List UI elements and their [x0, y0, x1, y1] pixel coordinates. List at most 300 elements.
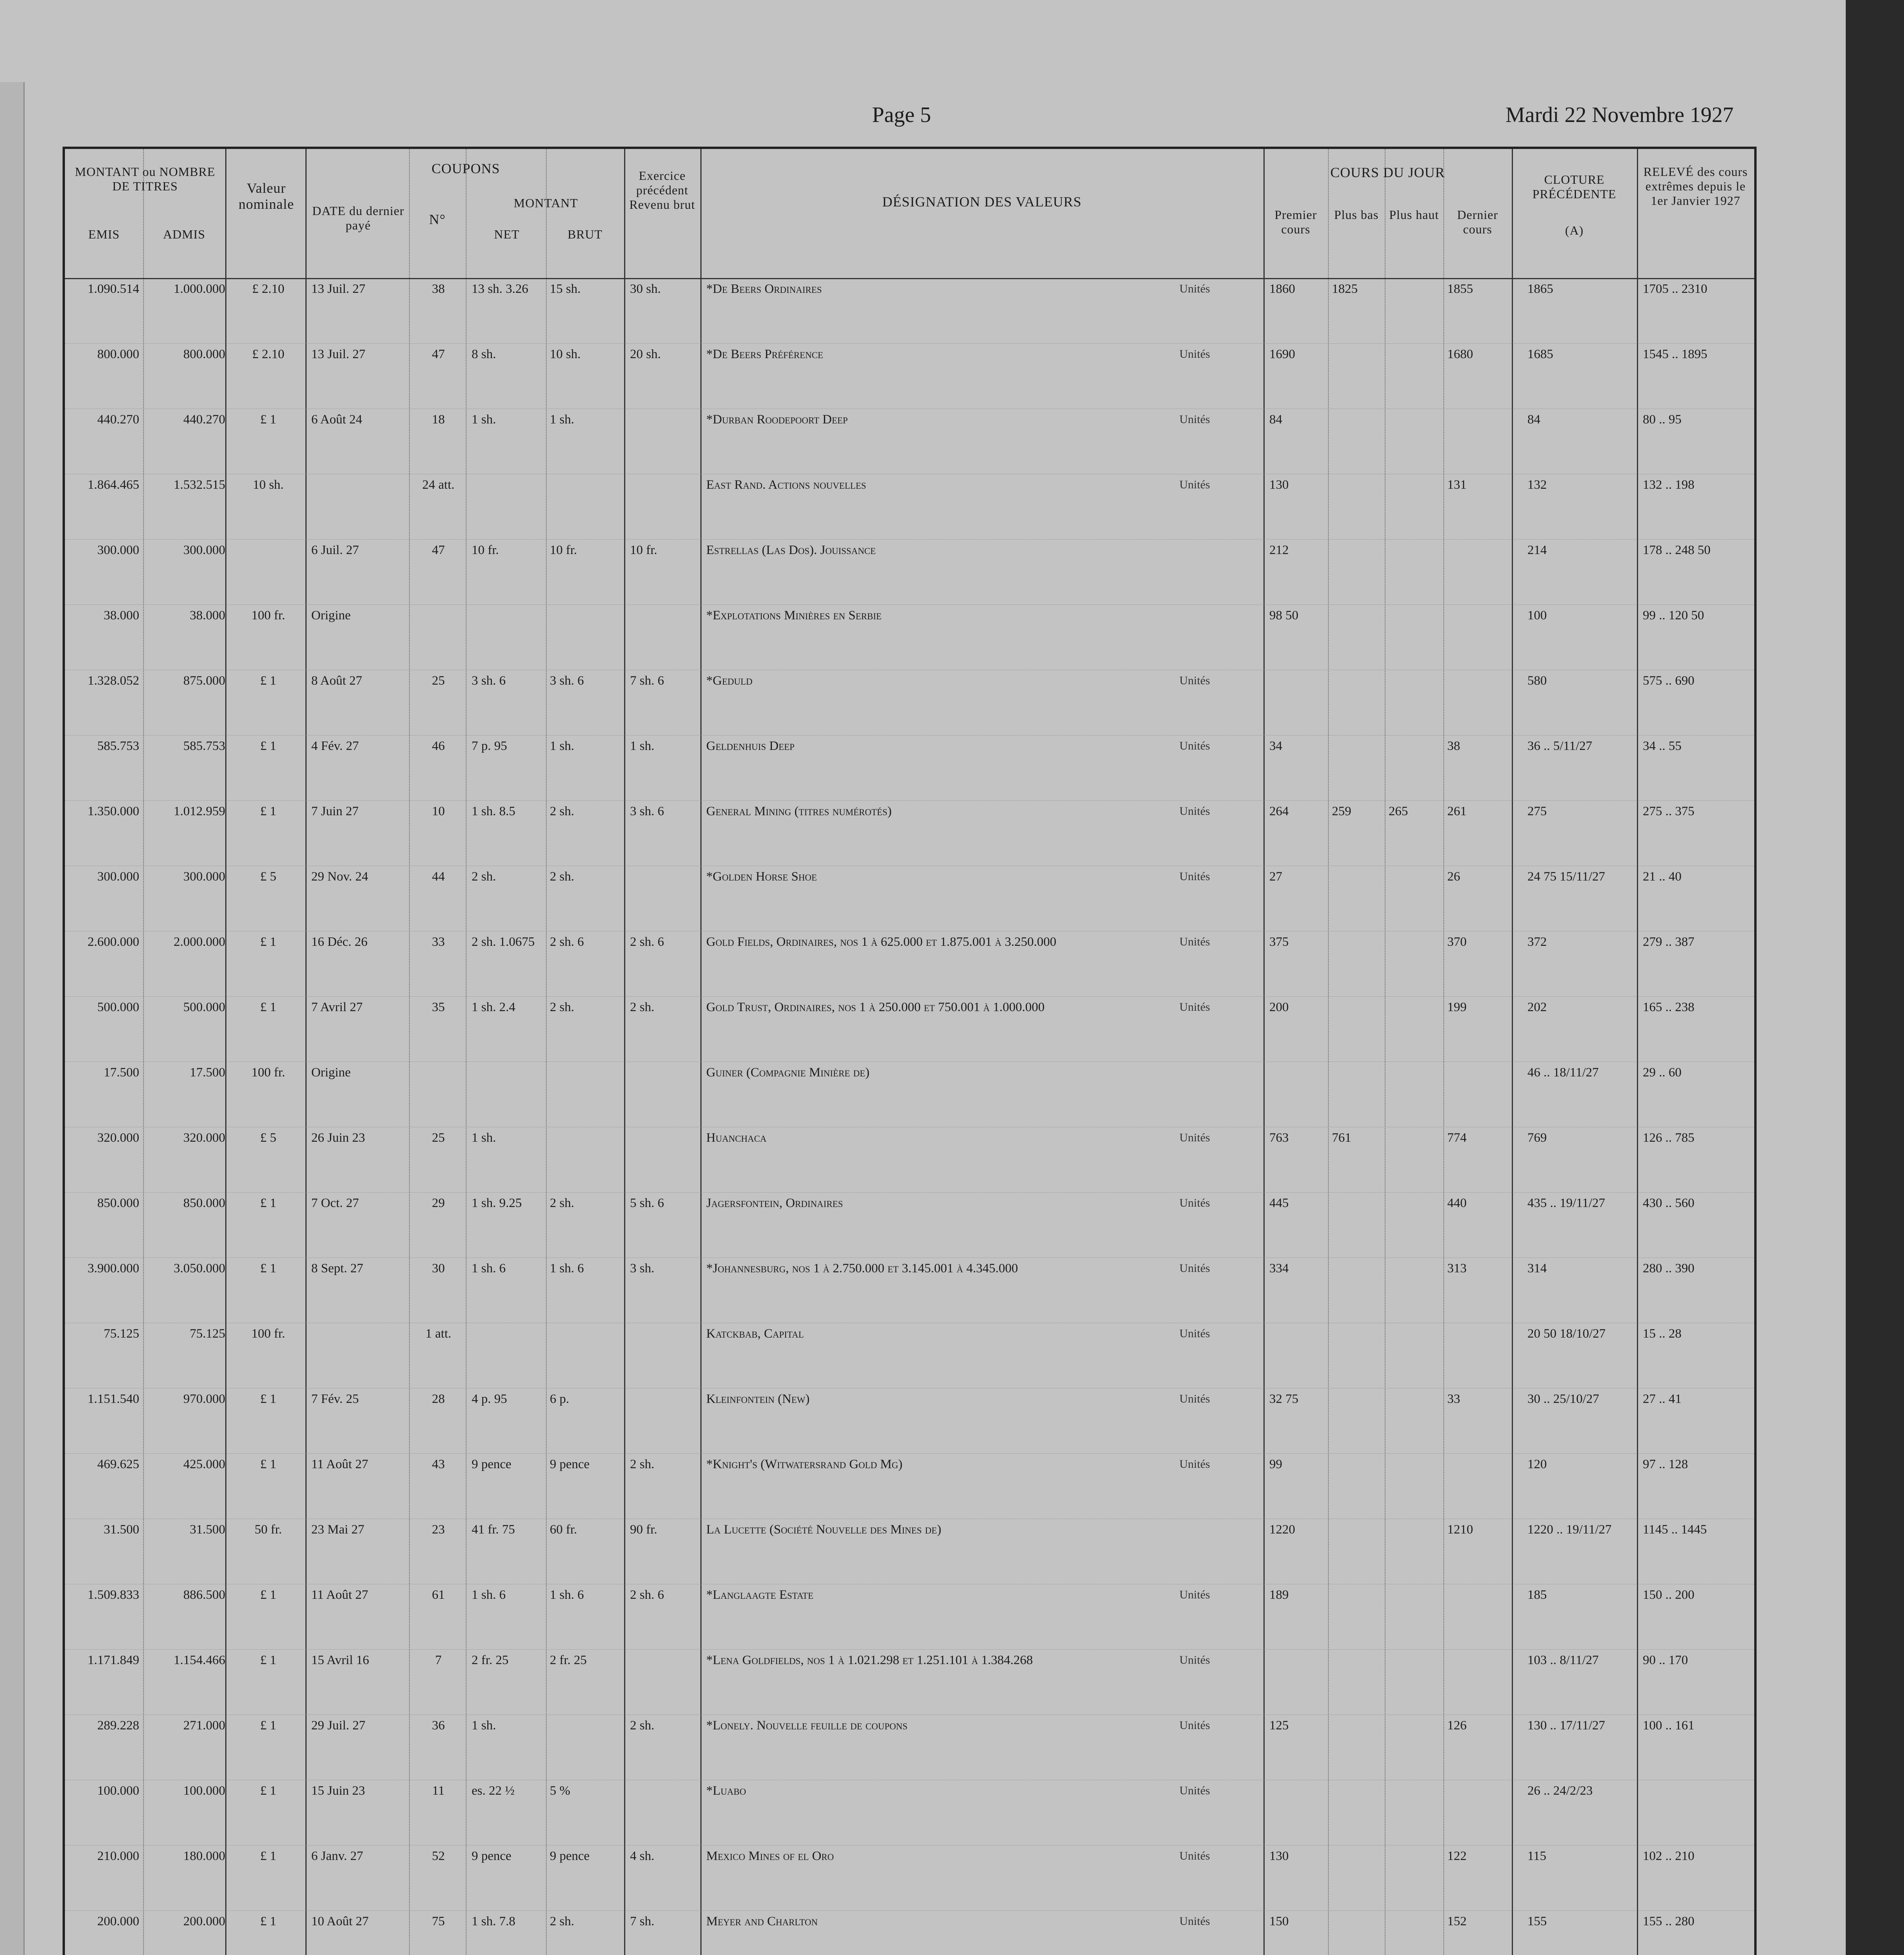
coupon-number-cell: 47 — [432, 543, 445, 557]
emis-cell: 1.864.465 — [88, 478, 139, 492]
admis-cell: 970.000 — [183, 1392, 225, 1406]
emis-cell: 2.600.000 — [88, 935, 139, 949]
nominal-cell: £ 1 — [260, 1196, 276, 1210]
header-numero: N° — [429, 212, 446, 227]
designation-cell: Gold Trust, Ordinaires, nos 1 à 250.000 et 750.001 à 1.000.000 — [706, 1000, 1045, 1014]
emis-cell: 100.000 — [97, 1784, 139, 1798]
coupon-brut-cell: 2 fr. 25 — [550, 1653, 587, 1667]
premier-cours-cell: 150 — [1269, 1914, 1289, 1928]
units-cell: Unités — [1179, 1588, 1210, 1601]
revenu-brut-cell: 7 sh. — [630, 1914, 655, 1928]
releve-cell: 80 .. 95 — [1643, 413, 1681, 427]
releve-cell: 97 .. 128 — [1643, 1457, 1688, 1471]
units-cell: Unités — [1179, 478, 1210, 491]
plus-bas-cell: 259 — [1332, 804, 1351, 818]
coupon-brut-cell: 2 sh. — [550, 1914, 574, 1928]
table-row — [65, 800, 1754, 866]
table-row — [65, 1845, 1754, 1911]
emis-cell: 3.900.000 — [88, 1261, 139, 1275]
emis-cell: 200.000 — [97, 1914, 139, 1928]
coupon-number-cell: 7 — [435, 1653, 442, 1667]
admis-cell: 300.000 — [183, 543, 225, 557]
revenu-brut-cell: 2 sh. 6 — [630, 935, 664, 949]
admis-cell: 320.000 — [183, 1131, 225, 1145]
coupon-date-cell: 15 Avril 16 — [311, 1653, 369, 1667]
coupon-number-cell: 25 — [432, 674, 445, 688]
revenu-brut-cell: 2 sh. 6 — [630, 1588, 664, 1602]
coupon-date-cell: 15 Juin 23 — [311, 1784, 365, 1798]
units-cell: Unités — [1179, 739, 1210, 752]
coupon-number-cell: 30 — [432, 1261, 445, 1275]
coupon-number-cell: 18 — [432, 413, 445, 427]
units-cell: Unités — [1179, 1327, 1210, 1340]
premier-cours-cell: 445 — [1269, 1196, 1289, 1210]
premier-cours-cell: 1860 — [1269, 282, 1295, 296]
header-designation: DÉSIGNATION DES VALEURS — [882, 194, 1082, 210]
units-cell: Unités — [1179, 413, 1210, 426]
releve-cell: 34 .. 55 — [1643, 739, 1681, 753]
releve-cell: 430 .. 560 — [1643, 1196, 1694, 1210]
premier-cours-cell: 125 — [1269, 1718, 1289, 1733]
nominal-cell: £ 1 — [260, 1914, 276, 1928]
page-number: Page 5 — [872, 103, 931, 127]
coupon-brut-cell: 1 sh. — [550, 739, 574, 753]
coupon-number-cell: 33 — [432, 935, 445, 949]
designation-cell: *De Beers Ordinaires — [706, 282, 822, 296]
premier-cours-cell: 34 — [1269, 739, 1282, 753]
cloture-cell: 46 .. 18/11/27 — [1527, 1065, 1599, 1080]
dernier-cours-cell: 440 — [1447, 1196, 1467, 1210]
admis-cell: 75.125 — [190, 1327, 225, 1341]
releve-cell: 279 .. 387 — [1643, 935, 1694, 949]
dernier-cours-cell: 131 — [1447, 478, 1467, 492]
coupon-date-cell: 7 Fév. 25 — [311, 1392, 359, 1406]
coupon-number-cell: 43 — [432, 1457, 445, 1471]
coupon-net-cell: 4 p. 95 — [472, 1392, 507, 1406]
coupon-date-cell: Origine — [311, 608, 351, 622]
coupon-net-cell: 1 sh. 8.5 — [472, 804, 515, 818]
units-cell: Unités — [1179, 1654, 1210, 1666]
coupon-net-cell: 2 sh. 1.0675 — [472, 935, 535, 949]
premier-cours-cell: 200 — [1269, 1000, 1289, 1014]
coupon-number-cell: 36 — [432, 1718, 445, 1733]
dernier-cours-cell: 122 — [1447, 1849, 1467, 1863]
revenu-brut-cell: 2 sh. — [630, 1000, 655, 1014]
units-cell: Unités — [1179, 1458, 1210, 1471]
admis-cell: 2.000.000 — [174, 935, 225, 949]
cloture-cell: 769 — [1527, 1131, 1547, 1145]
revenu-brut-cell: 2 sh. — [630, 1718, 655, 1733]
header-dernier-cours: Dernier cours — [1457, 208, 1498, 236]
admis-cell: 585.753 — [183, 739, 225, 753]
coupon-brut-cell: 5 % — [550, 1784, 571, 1798]
dernier-cours-cell: 261 — [1447, 804, 1467, 818]
coupon-number-cell: 1 att. — [425, 1327, 451, 1341]
releve-cell: 155 .. 280 — [1643, 1914, 1694, 1928]
coupon-net-cell: 1 sh. — [472, 1718, 496, 1733]
designation-cell: Meyer and Charlton — [706, 1914, 818, 1928]
cloture-cell: 103 .. 8/11/27 — [1527, 1653, 1599, 1667]
units-cell: Unités — [1179, 870, 1210, 883]
revenu-brut-cell: 10 fr. — [630, 543, 657, 557]
coupon-number-cell: 23 — [432, 1523, 445, 1537]
emis-cell: 210.000 — [97, 1849, 139, 1863]
coupon-date-cell: 16 Déc. 26 — [311, 935, 368, 949]
table-row — [65, 1584, 1754, 1650]
coupon-brut-cell: 9 pence — [550, 1849, 590, 1863]
coupon-date-cell: 13 Juil. 27 — [311, 282, 366, 296]
table-row — [65, 1388, 1754, 1454]
admis-cell: 180.000 — [183, 1849, 225, 1863]
header-cloture-a: (A) — [1565, 223, 1584, 237]
dernier-cours-cell: 774 — [1447, 1131, 1467, 1145]
releve-cell: 100 .. 161 — [1643, 1718, 1694, 1733]
coupon-net-cell: 1 sh. 7.8 — [472, 1914, 515, 1928]
designation-cell: Estrellas (Las Dos). Jouissance — [706, 543, 876, 557]
emis-cell: 31.500 — [104, 1523, 139, 1537]
revenu-brut-cell: 3 sh. — [630, 1261, 655, 1275]
emis-cell: 440.270 — [97, 413, 139, 427]
admis-cell: 1.012.959 — [174, 804, 225, 818]
designation-cell: Geldenhuis Deep — [706, 739, 795, 753]
emis-cell: 300.000 — [97, 543, 139, 557]
cloture-cell: 314 — [1527, 1261, 1547, 1275]
table-row — [65, 866, 1754, 931]
coupon-brut-cell: 2 sh. 6 — [550, 935, 584, 949]
coupon-number-cell: 75 — [432, 1914, 445, 1928]
nominal-cell: 100 fr. — [251, 1065, 285, 1080]
premier-cours-cell: 264 — [1269, 804, 1289, 818]
table-row — [65, 604, 1754, 670]
releve-cell: 132 .. 198 — [1643, 478, 1694, 492]
header-montant: MONTANT ou NOMBRE DE TITRES — [75, 165, 215, 193]
table-row — [65, 539, 1754, 605]
coupon-net-cell: 7 p. 95 — [472, 739, 507, 753]
coupon-date-cell: 4 Fév. 27 — [311, 739, 359, 753]
releve-cell: 275 .. 375 — [1643, 804, 1694, 818]
nominal-cell: £ 1 — [260, 1653, 276, 1667]
quotation-table — [63, 147, 1757, 1955]
admis-cell: 200.000 — [183, 1914, 225, 1928]
dernier-cours-cell: 26 — [1447, 870, 1460, 884]
units-cell: Unités — [1179, 805, 1210, 818]
nominal-cell: 10 sh. — [253, 478, 284, 492]
table-row — [65, 1127, 1754, 1193]
premier-cours-cell: 189 — [1269, 1588, 1289, 1602]
dernier-cours-cell: 370 — [1447, 935, 1467, 949]
nominal-cell: £ 1 — [260, 804, 276, 818]
cloture-cell: 435 .. 19/11/27 — [1527, 1196, 1605, 1210]
admis-cell: 271.000 — [183, 1718, 225, 1733]
coupon-net-cell: 1 sh. — [472, 1131, 496, 1145]
units-cell: Unités — [1179, 1131, 1210, 1144]
releve-cell: 21 .. 40 — [1643, 870, 1681, 884]
nominal-cell: £ 1 — [260, 935, 276, 949]
cloture-cell: 372 — [1527, 935, 1547, 949]
releve-cell: 90 .. 170 — [1643, 1653, 1688, 1667]
nominal-cell: 50 fr. — [255, 1523, 282, 1537]
table-row — [65, 1192, 1754, 1258]
designation-cell: East Rand. Actions nouvelles — [706, 478, 866, 492]
coupon-net-cell: 10 fr. — [472, 543, 499, 557]
coupon-net-cell: 9 pence — [472, 1849, 511, 1863]
designation-cell: *Lonely. Nouvelle feuille de coupons — [706, 1718, 908, 1733]
header-net: NET — [494, 227, 520, 241]
cloture-cell: 84 — [1527, 413, 1540, 427]
header-cours-du-jour: COURS DU JOUR — [1330, 165, 1445, 180]
cloture-cell: 120 — [1527, 1457, 1547, 1471]
coupon-net-cell: 8 sh. — [472, 347, 496, 361]
emis-cell: 300.000 — [97, 870, 139, 884]
coupon-date-cell: 26 Juin 23 — [311, 1131, 365, 1145]
admis-cell: 17.500 — [190, 1065, 225, 1080]
cloture-cell: 26 .. 24/2/23 — [1527, 1784, 1593, 1798]
premier-cours-cell: 27 — [1269, 870, 1282, 884]
cloture-cell: 30 .. 25/10/27 — [1527, 1392, 1599, 1406]
coupon-number-cell: 25 — [432, 1131, 445, 1145]
coupon-net-cell: es. 22 ½ — [472, 1784, 515, 1798]
table-row — [65, 1257, 1754, 1323]
header-valeur-nominale: Valeur nominale — [239, 180, 294, 212]
header-emis: EMIS — [88, 227, 120, 241]
premier-cours-cell: 99 — [1269, 1457, 1282, 1471]
designation-cell: *Geduld — [706, 674, 753, 688]
coupon-number-cell: 61 — [432, 1588, 445, 1602]
admis-cell: 875.000 — [183, 674, 225, 688]
coupon-net-cell: 1 sh. 9.25 — [472, 1196, 522, 1210]
coupon-net-cell: 1 sh. 2.4 — [472, 1000, 515, 1014]
plus-bas-cell: 761 — [1332, 1131, 1351, 1145]
coupon-brut-cell: 1 sh. 6 — [550, 1588, 584, 1602]
coupon-brut-cell: 9 pence — [550, 1457, 590, 1471]
designation-cell: Mexico Mines of el Oro — [706, 1849, 834, 1863]
coupon-net-cell: 13 sh. 3.26 — [472, 282, 528, 296]
cloture-cell: 275 — [1527, 804, 1547, 818]
header-exercice: Exercice précédent Revenu brut — [629, 169, 695, 212]
cloture-cell: 100 — [1527, 608, 1547, 622]
coupon-brut-cell: 10 fr. — [550, 543, 577, 557]
table-row — [65, 1649, 1754, 1715]
table-row — [65, 1519, 1754, 1584]
dernier-cours-cell: 1210 — [1447, 1523, 1473, 1537]
cloture-cell: 1220 .. 19/11/27 — [1527, 1523, 1612, 1537]
premier-cours-cell: 84 — [1269, 413, 1282, 427]
cloture-cell: 155 — [1527, 1914, 1547, 1928]
designation-cell: Huanchaca — [706, 1131, 767, 1145]
revenu-brut-cell: 4 sh. — [630, 1849, 655, 1863]
plus-haut-cell: 265 — [1389, 804, 1408, 818]
coupon-brut-cell: 6 p. — [550, 1392, 569, 1406]
cloture-cell: 130 .. 17/11/27 — [1527, 1718, 1605, 1733]
admis-cell: 425.000 — [183, 1457, 225, 1471]
designation-cell: *Johannesburg, nos 1 à 2.750.000 et 3.145.001 à 4.345.000 — [706, 1261, 1018, 1275]
coupon-number-cell: 38 — [432, 282, 445, 296]
nominal-cell: £ 1 — [260, 1718, 276, 1733]
emis-cell: 1.328.052 — [88, 674, 139, 688]
admis-cell: 31.500 — [190, 1523, 225, 1537]
releve-cell: 150 .. 200 — [1643, 1588, 1694, 1602]
dernier-cours-cell: 199 — [1447, 1000, 1467, 1014]
coupon-brut-cell: 3 sh. 6 — [550, 674, 584, 688]
coupon-number-cell: 46 — [432, 739, 445, 753]
releve-cell: 126 .. 785 — [1643, 1131, 1694, 1145]
nominal-cell: £ 2.10 — [252, 282, 285, 296]
premier-cours-cell: 130 — [1269, 478, 1289, 492]
designation-cell: La Lucette (Société Nouvelle des Mines de) — [706, 1523, 942, 1537]
admis-cell: 850.000 — [183, 1196, 225, 1210]
emis-cell: 1.090.514 — [88, 282, 139, 296]
units-cell: Unités — [1179, 1262, 1210, 1275]
cloture-cell: 132 — [1527, 478, 1547, 492]
dernier-cours-cell: 313 — [1447, 1261, 1467, 1275]
emis-cell: 500.000 — [97, 1000, 139, 1014]
designation-cell: *Golden Horse Shoe — [706, 870, 817, 884]
admis-cell: 1.000.000 — [174, 282, 225, 296]
table-row — [65, 278, 1754, 344]
coupon-date-cell: 7 Juin 27 — [311, 804, 359, 818]
header-cloture: CLOTURE PRÉCÉDENTE — [1532, 172, 1617, 201]
revenu-brut-cell: 20 sh. — [630, 347, 661, 361]
nominal-cell: £ 1 — [260, 1392, 276, 1406]
coupon-number-cell: 29 — [432, 1196, 445, 1210]
coupon-date-cell: 11 Août 27 — [311, 1457, 368, 1471]
designation-cell: General Mining (titres numérotés) — [706, 804, 892, 818]
designation-cell: Kleinfontein (New) — [706, 1392, 810, 1406]
units-cell: Unités — [1179, 1196, 1210, 1209]
revenu-brut-cell: 7 sh. 6 — [630, 674, 664, 688]
cloture-cell: 185 — [1527, 1588, 1547, 1602]
admis-cell: 1.154.466 — [174, 1653, 225, 1667]
header-montant-coupon: MONTANT — [513, 196, 578, 210]
coupon-brut-cell: 10 sh. — [550, 347, 581, 361]
premier-cours-cell: 130 — [1269, 1849, 1289, 1863]
releve-cell: 1545 .. 1895 — [1643, 347, 1707, 361]
units-cell: Unités — [1179, 1392, 1210, 1405]
emis-cell: 17.500 — [104, 1065, 139, 1080]
coupon-brut-cell: 15 sh. — [550, 282, 581, 296]
nominal-cell: £ 1 — [260, 1784, 276, 1798]
designation-cell: *Durban Roodepoort Deep — [706, 413, 848, 427]
coupon-brut-cell: 2 sh. — [550, 870, 574, 884]
coupon-net-cell: 1 sh. 6 — [472, 1261, 506, 1275]
dernier-cours-cell: 38 — [1447, 739, 1460, 753]
cloture-cell: 20 50 18/10/27 — [1527, 1327, 1606, 1341]
header-premier-cours: Premier cours — [1274, 208, 1317, 236]
emis-cell: 289.228 — [97, 1718, 139, 1733]
table-row — [65, 931, 1754, 997]
coupon-date-cell: 29 Nov. 24 — [311, 870, 368, 884]
previous-page-edge — [0, 82, 25, 1955]
nominal-cell: £ 5 — [260, 870, 276, 884]
premier-cours-cell: 32 75 — [1269, 1392, 1299, 1406]
coupon-number-cell: 35 — [432, 1000, 445, 1014]
coupon-date-cell: 8 Août 27 — [311, 674, 362, 688]
coupon-date-cell: 6 Août 24 — [311, 413, 362, 427]
dernier-cours-cell: 33 — [1447, 1392, 1460, 1406]
designation-cell: *De Beers Préférence — [706, 347, 824, 361]
dernier-cours-cell: 1680 — [1447, 347, 1473, 361]
dernier-cours-cell: 1855 — [1447, 282, 1473, 296]
coupon-date-cell: 29 Juil. 27 — [311, 1718, 366, 1733]
revenu-brut-cell: 30 sh. — [630, 282, 661, 296]
table-row — [65, 1715, 1754, 1780]
nominal-cell: £ 2.10 — [252, 347, 285, 361]
coupon-net-cell: 2 sh. — [472, 870, 496, 884]
coupon-net-cell: 41 fr. 75 — [472, 1523, 515, 1537]
cloture-cell: 36 .. 5/11/27 — [1527, 739, 1592, 753]
header-date-dernier: DATE du dernier payé — [312, 204, 404, 232]
coupon-date-cell: 6 Janv. 27 — [311, 1849, 363, 1863]
designation-cell: Katckbab, Capital — [706, 1327, 804, 1341]
coupon-number-cell: 10 — [432, 804, 445, 818]
premier-cours-cell: 375 — [1269, 935, 1289, 949]
premier-cours-cell: 763 — [1269, 1131, 1289, 1145]
revenu-brut-cell: 3 sh. 6 — [630, 804, 664, 818]
admis-cell: 886.500 — [183, 1588, 225, 1602]
coupon-brut-cell: 2 sh. — [550, 804, 574, 818]
nominal-cell: £ 1 — [260, 1588, 276, 1602]
admis-cell: 38.000 — [190, 608, 225, 622]
table-row — [65, 996, 1754, 1062]
units-cell: Unités — [1179, 935, 1210, 948]
emis-cell: 469.625 — [97, 1457, 139, 1471]
header-releve: RELEVÉ des cours extrêmes depuis le 1er Janvier 1927 — [1643, 165, 1748, 208]
coupon-net-cell: 3 sh. 6 — [472, 674, 506, 688]
revenu-brut-cell: 5 sh. 6 — [630, 1196, 664, 1210]
header-plus-haut: Plus haut — [1389, 208, 1439, 222]
releve-cell: 575 .. 690 — [1643, 674, 1694, 688]
premier-cours-cell: 1220 — [1269, 1523, 1295, 1537]
designation-cell: *Explotations Minières en Serbie — [706, 608, 882, 622]
coupon-brut-cell: 2 sh. — [550, 1000, 574, 1014]
header-brut: BRUT — [567, 227, 603, 241]
table-row — [65, 409, 1754, 474]
units-cell: Unités — [1179, 1849, 1210, 1862]
dernier-cours-cell: 126 — [1447, 1718, 1467, 1733]
releve-cell: 15 .. 28 — [1643, 1327, 1681, 1341]
units-cell: Unités — [1179, 1719, 1210, 1732]
admis-cell: 500.000 — [183, 1000, 225, 1014]
dernier-cours-cell: 152 — [1447, 1914, 1467, 1928]
units-cell: Unités — [1179, 674, 1210, 687]
admis-cell: 1.532.515 — [174, 478, 225, 492]
admis-cell: 440.270 — [183, 413, 225, 427]
table-row — [65, 735, 1754, 801]
designation-cell: Jagersfontein, Ordinaires — [706, 1196, 843, 1210]
cloture-cell: 1685 — [1527, 347, 1553, 361]
emis-cell: 585.753 — [97, 739, 139, 753]
designation-cell: Gold Fields, Ordinaires, nos 1 à 625.000 et 1.875.001 à 3.250.000 — [706, 935, 1057, 949]
coupon-brut-cell: 1 sh. 6 — [550, 1261, 584, 1275]
plus-bas-cell: 1825 — [1332, 282, 1358, 296]
coupon-date-cell: 6 Juil. 27 — [311, 543, 359, 557]
table-row — [65, 670, 1754, 735]
coupon-number-cell: 47 — [432, 347, 445, 361]
admis-cell: 3.050.000 — [174, 1261, 225, 1275]
nominal-cell: £ 1 — [260, 739, 276, 753]
coupon-net-cell: 1 sh. — [472, 413, 496, 427]
releve-cell: 280 .. 390 — [1643, 1261, 1694, 1275]
coupon-number-cell: 11 — [432, 1784, 445, 1798]
premier-cours-cell: 98 50 — [1269, 608, 1299, 622]
premier-cours-cell: 212 — [1269, 543, 1289, 557]
designation-cell: *Lena Goldfields, nos 1 à 1.021.298 et 1.251.101 à 1.384.268 — [706, 1653, 1033, 1667]
releve-cell: 27 .. 41 — [1643, 1392, 1681, 1406]
coupon-number-cell: 28 — [432, 1392, 445, 1406]
nominal-cell: £ 1 — [260, 1261, 276, 1275]
releve-cell: 178 .. 248 50 — [1643, 543, 1711, 557]
cloture-cell: 1865 — [1527, 282, 1553, 296]
